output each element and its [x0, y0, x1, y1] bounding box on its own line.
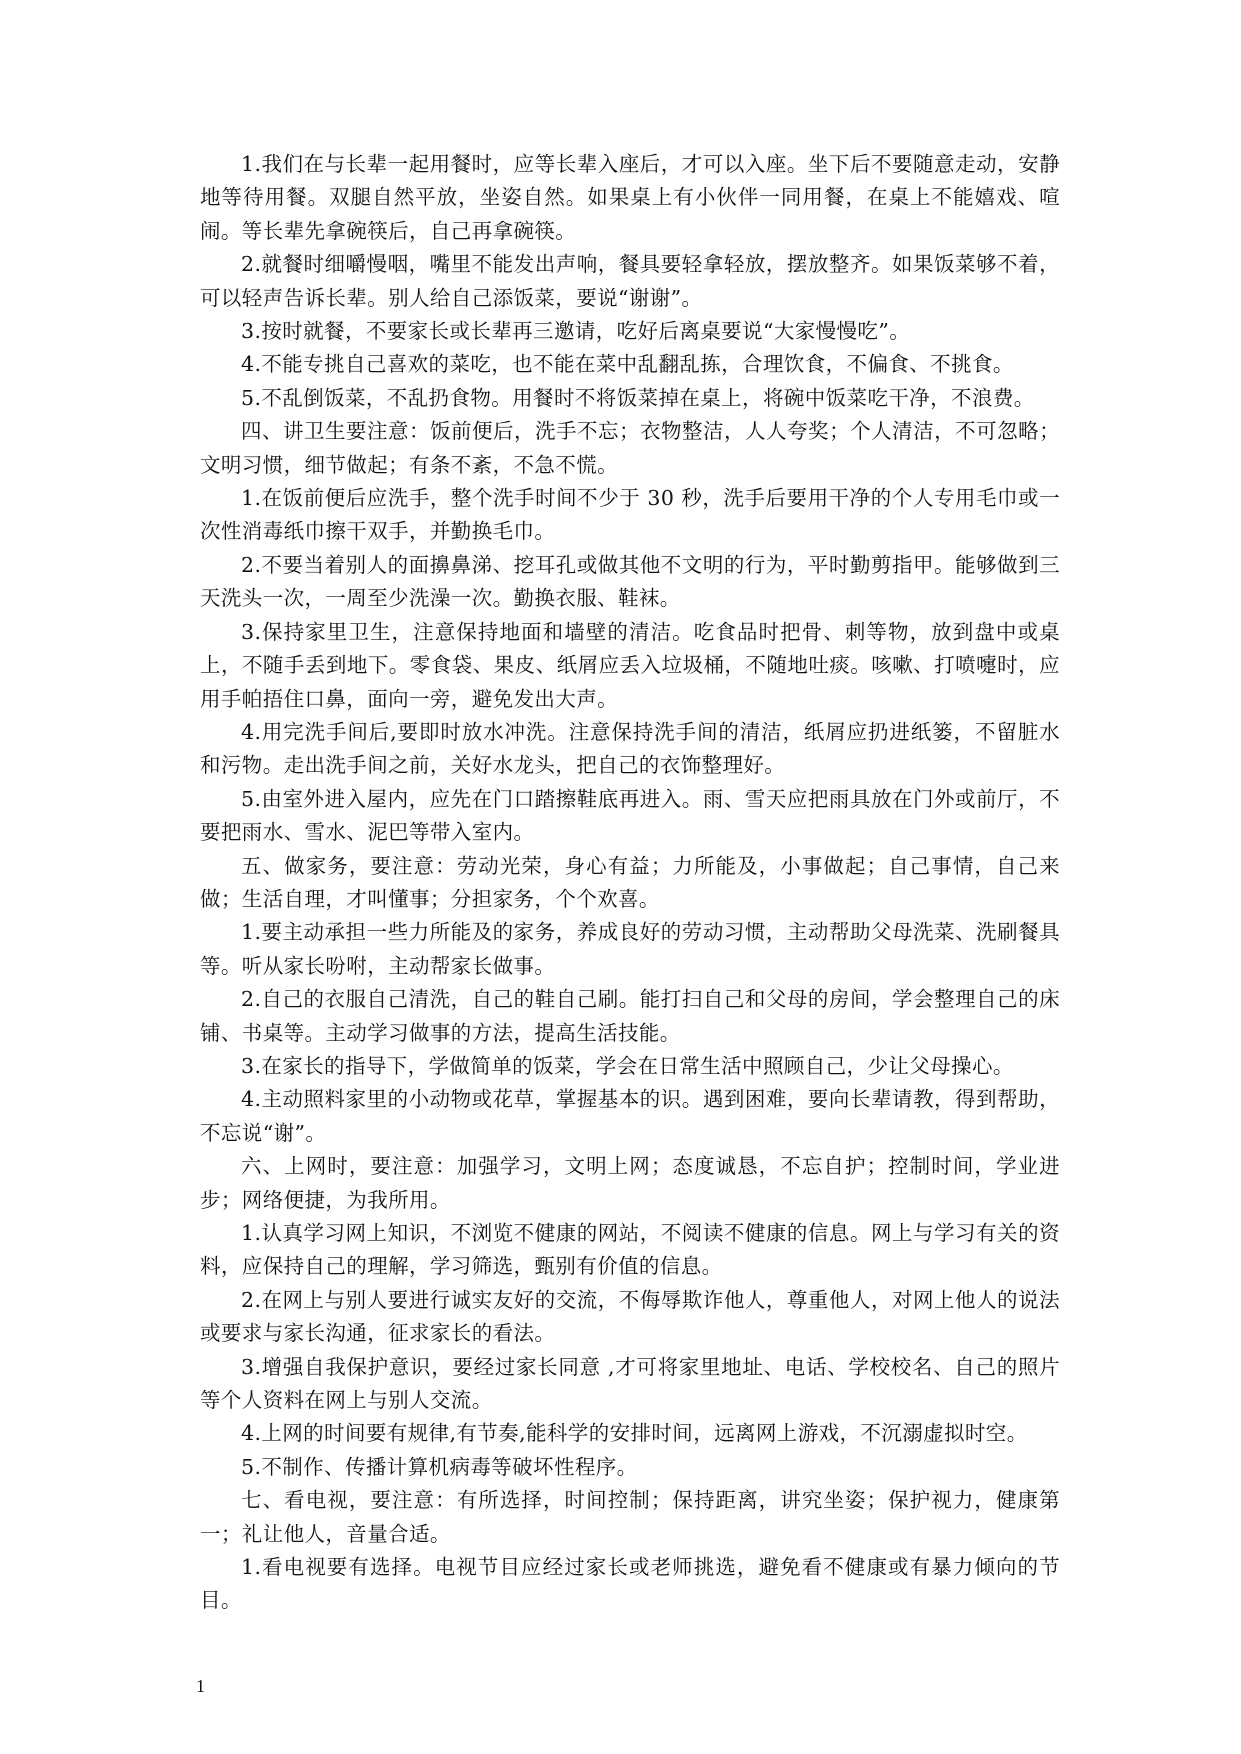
paragraph-dining-2: 2.就餐时细嚼慢咽，嘴里不能发出声响，餐具要轻拿轻放，摆放整齐。如果饭菜够不着，可以轻声告诉长辈。别人给自己添饭菜，要说“谢谢”。	[200, 252, 1060, 310]
paragraph-internet-4: 4.上网的时间要有规律,有节奏,能科学的安排时间，远离网上游戏，不沉溺虚拟时空。	[241, 1421, 1028, 1446]
paragraph-dining-1: 1.我们在与长辈一起用餐时，应等长辈入座后，才可以入座。坐下后不要随意走动，安静地等待用餐。双腿自然平放，坐姿自然。如果桌上有小伙伴一同用餐，在桌上不能嬉戏、喧闹。等长辈先拿碗筷后，自己再拿碗筷。	[200, 152, 1060, 243]
paragraph-television-1: 1.看电视要有选择。电视节目应经过家长或老师挑选，避免看不健康或有暴力倾向的节目。	[200, 1555, 1060, 1613]
paragraph-dining-4: 4.不能专挑自己喜欢的菜吃，也不能在菜中乱翻乱拣，合理饮食，不偏食、不挑食。	[241, 352, 1014, 377]
paragraph-hygiene-2: 2.不要当着别人的面擤鼻涕、挖耳孔或做其他不文明的行为，平时勤剪指甲。能够做到三天洗头一次，一周至少洗澡一次。勤换衣服、鞋袜。	[200, 552, 1060, 611]
paragraph-internet-3: 3.增强自我保护意识，要经过家长同意 ,才可将家里地址、电话、学校校名、自己的照片等个人资料在网上与别人交流。	[200, 1354, 1060, 1413]
paragraph-housework-4: 4.主动照料家里的小动物或花草，掌握基本的识。遇到困难，要向长辈请教，得到帮助，不忘说“谢”。	[200, 1087, 1060, 1145]
paragraph-dining-5: 5.不乱倒饭菜，不乱扔食物。用餐时不将饭菜掉在桌上，将碗中饭菜吃干净，不浪费。	[241, 385, 1035, 410]
document-body	[200, 148, 1060, 1618]
paragraph-internet-1: 1.认真学习网上知识，不浏览不健康的网站，不阅读不健康的信息。网上与学习有关的资料，应保持自己的理解，学习筛选，甄别有价值的信息。	[200, 1221, 1060, 1279]
paragraph-internet-2: 2.在网上与别人要进行诚实友好的交流，不侮辱欺诈他人，尊重他人，对网上他人的说法或要求与家长沟通，征求家长的看法。	[200, 1287, 1060, 1346]
paragraph-housework-3: 3.在家长的指导下，学做简单的饭菜，学会在日常生活中照顾自己，少让父母操心。	[241, 1053, 1014, 1078]
paragraph-housework-2: 2.自己的衣服自己清洗，自己的鞋自己刷。能打扫自己和父母的房间，学会整理自己的床铺、书桌等。主动学习做事的方法，提高生活技能。	[200, 987, 1060, 1045]
paragraph-hygiene-5: 5.由室外进入屋内，应先在门口踏擦鞋底再进入。雨、雪天应把雨具放在门外或前厅，不要把雨水、雪水、泥巴等带入室内。	[200, 786, 1060, 845]
section-heading-internet: 六、上网时，要注意：加强学习，文明上网；态度诚恳，不忘自护；控制时间，学业进步；网络便捷，为我所用。	[200, 1154, 1060, 1212]
section-heading-television: 七、看电视，要注意：有所选择，时间控制；保持距离，讲究坐姿；保护视力，健康第一；礼让他人，音量合适。	[200, 1488, 1060, 1546]
section-heading-hygiene: 四、讲卫生要注意：饭前便后，洗手不忘；衣物整洁，人人夸奖；个人清洁，不可忽略；文明习惯，细节做起；有条不紊，不急不慌。	[200, 419, 1060, 477]
paragraph-hygiene-1: 1.在饭前便后应洗手，整个洗手时间不少于 30 秒，洗手后要用干净的个人专用毛巾或一次性消毒纸巾擦干双手，并勤换毛巾。	[200, 486, 1060, 544]
paragraph-hygiene-4: 4.用完洗手间后,要即时放水冲洗。注意保持洗手间的清洁，纸屑应扔进纸篓，不留脏水和污物。走出洗手间之前，关好水龙头，把自己的衣饰整理好。	[200, 719, 1060, 778]
paragraph-dining-3: 3.按时就餐，不要家长或长辈再三邀请，吃好后离桌要说“大家慢慢吃”。	[241, 319, 911, 344]
paragraph-hygiene-3: 3.保持家里卫生，注意保持地面和墙壁的清洁。吃食品时把骨、刺等物，放到盘中或桌上，不随手丢到地下。零食袋、果皮、纸屑应丢入垃圾桶，不随地吐痰。咳嗽、打喷嚏时，应用手帕捂住口鼻，面向一旁，避免发出大声。	[200, 619, 1060, 711]
section-heading-housework: 五、做家务，要注意：劳动光荣，身心有益；力所能及，小事做起；自己事情，自己来做；生活自理，才叫懂事；分担家务，个个欢喜。	[200, 853, 1060, 911]
paragraph-internet-5: 5.不制作、传播计算机病毒等破坏性程序。	[241, 1454, 638, 1479]
paragraph-housework-1: 1.要主动承担一些力所能及的家务，养成良好的劳动习惯，主动帮助父母洗菜、洗刷餐具等。听从家长吩咐，主动帮家长做事。	[200, 920, 1060, 978]
page-number: 1	[196, 1676, 205, 1696]
